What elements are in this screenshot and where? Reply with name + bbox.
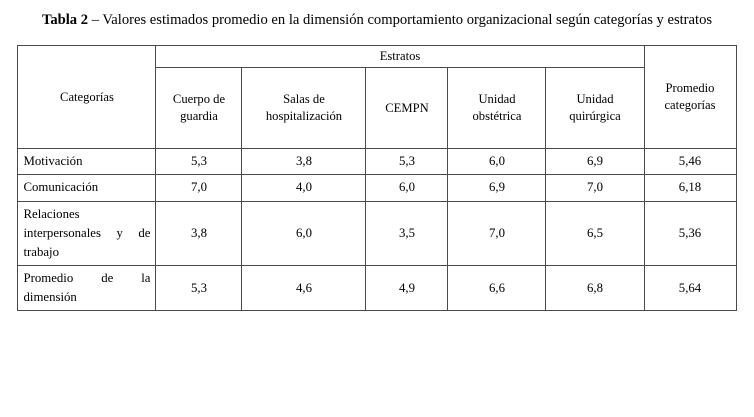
cell-value: 6,5 — [546, 201, 644, 266]
table-number: Tabla 2 — [41, 12, 89, 28]
table-header-row-group — [18, 46, 736, 68]
cell-value: 6,9 — [546, 149, 644, 175]
header-estratos: Estratos — [156, 46, 644, 68]
cell-value: 4,9 — [366, 266, 448, 311]
cell-value: 6,9 — [448, 175, 546, 201]
table-row — [18, 266, 736, 311]
cell-value: 6,0 — [366, 175, 448, 201]
cell-value: 5,3 — [366, 149, 448, 175]
cell-value: 7,0 — [546, 175, 644, 201]
cell-value: 3,8 — [242, 149, 366, 175]
cell-average: 6,18 — [644, 175, 736, 201]
header-promedio-categorias: Promedio categorías — [644, 46, 736, 149]
table-row — [18, 201, 736, 266]
cell-value: 6,6 — [448, 266, 546, 311]
cell-value: 6,8 — [546, 266, 644, 311]
table-caption — [21, 10, 733, 31]
document-page — [0, 10, 754, 417]
header-categorias: Categorías — [18, 46, 156, 149]
cell-average: 5,36 — [644, 201, 736, 266]
table-row — [18, 149, 736, 175]
cell-value: 6,0 — [448, 149, 546, 175]
row-label: Motivación — [18, 149, 156, 175]
row-label: Relaciones interpersonales y de trabajo — [18, 201, 156, 266]
header-unidad-obstetrica: Unidad obstétrica — [448, 68, 546, 149]
cell-value: 4,0 — [242, 175, 366, 201]
row-label: Comunicación — [18, 175, 156, 201]
caption-dash: – — [88, 12, 103, 28]
row-label: Promedio de la dimensión — [18, 266, 156, 311]
header-salas-de-hospitalizacion: Salas de hospitalización — [242, 68, 366, 149]
cell-average: 5,46 — [644, 149, 736, 175]
cell-value: 7,0 — [156, 175, 242, 201]
cell-value: 3,8 — [156, 201, 242, 266]
cell-value: 5,3 — [156, 149, 242, 175]
cell-average: 5,64 — [644, 266, 736, 311]
data-table — [17, 45, 736, 311]
caption-text: Valores estimados promedio en la dimensión comportamiento organizacional según categorías y estratos — [102, 12, 713, 28]
header-cempn: CEMPN — [366, 68, 448, 149]
table-row — [18, 175, 736, 201]
cell-value: 4,6 — [242, 266, 366, 311]
cell-value: 6,0 — [242, 201, 366, 266]
cell-value: 5,3 — [156, 266, 242, 311]
cell-value: 7,0 — [448, 201, 546, 266]
cell-value: 3,5 — [366, 201, 448, 266]
header-unidad-quirurgica: Unidad quirúrgica — [546, 68, 644, 149]
header-cuerpo-de-guardia: Cuerpo de guardia — [156, 68, 242, 149]
